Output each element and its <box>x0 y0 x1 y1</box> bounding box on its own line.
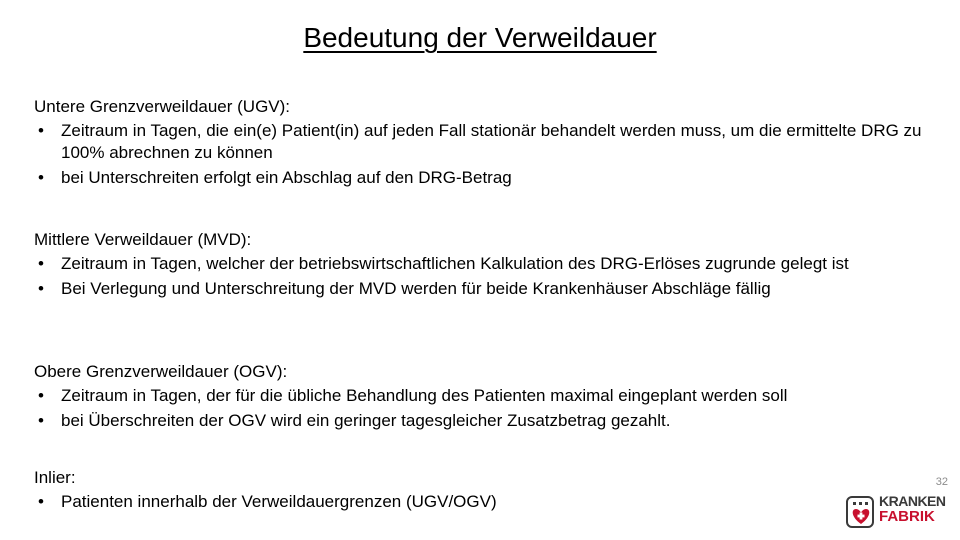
section-heading: Mittlere Verweildauer (MVD): <box>34 230 252 249</box>
hospital-heart-logo-icon <box>845 494 877 530</box>
bullet-item <box>34 491 814 513</box>
logo-word-kranken: KRANKEN <box>879 493 946 509</box>
section-ogv <box>34 361 934 435</box>
bullet-item <box>34 278 934 300</box>
bullet-text: Bei Verlegung und Unterschreitung der MVD werden für beide Krankenhäuser Abschläge fällig <box>61 279 771 298</box>
section-mvd <box>34 229 934 303</box>
bullet-icon: • <box>38 386 44 405</box>
bullet-text: bei Unterschreiten erfolgt ein Abschlag auf den DRG-Betrag <box>61 168 512 187</box>
bullet-list <box>34 385 934 432</box>
bullet-item <box>34 167 934 189</box>
slide-title: Bedeutung der Verweildauer <box>303 22 657 53</box>
section-ugv <box>34 96 934 192</box>
krankenfabrik-logo <box>845 494 955 534</box>
bullet-item <box>34 253 934 275</box>
bullet-text: Zeitraum in Tagen, der für die übliche Behandlung des Patienten maximal eingeplant werden soll <box>61 386 788 405</box>
bullet-item <box>34 120 934 164</box>
section-heading: Inlier: <box>34 468 76 487</box>
section-inlier <box>34 467 814 516</box>
bullet-icon: • <box>38 121 44 140</box>
bullet-text: bei Überschreiten der OGV wird ein geringer tagesgleicher Zusatzbetrag gezahlt. <box>61 411 671 430</box>
logo-word-fabrik: FABRIK <box>879 508 935 525</box>
bullet-list <box>34 253 934 300</box>
bullet-text: Patienten innerhalb der Verweildauergrenzen (UGV/OGV) <box>61 492 497 511</box>
bullet-text: Zeitraum in Tagen, die ein(e) Patient(in) auf jeden Fall stationär behandelt werden muss, um die ermittelte DRG zu 100% abrechnen zu können <box>61 121 922 162</box>
bullet-text: Zeitraum in Tagen, welcher der betriebswirtschaftlichen Kalkulation des DRG-Erlöses zugrunde gelegt ist <box>61 254 849 273</box>
bullet-list <box>34 120 934 189</box>
page-number: 32 <box>935 476 948 488</box>
bullet-list <box>34 491 814 513</box>
bullet-icon: • <box>38 168 44 187</box>
section-heading: Untere Grenzverweildauer (UGV): <box>34 97 291 116</box>
bullet-icon: • <box>38 411 44 430</box>
section-heading: Obere Grenzverweildauer (OGV): <box>34 362 288 381</box>
bullet-icon: • <box>38 492 44 511</box>
bullet-item <box>34 410 934 432</box>
bullet-icon: • <box>38 279 44 298</box>
logo-text <box>879 494 955 524</box>
bullet-item <box>34 385 934 407</box>
bullet-icon: • <box>38 254 44 273</box>
